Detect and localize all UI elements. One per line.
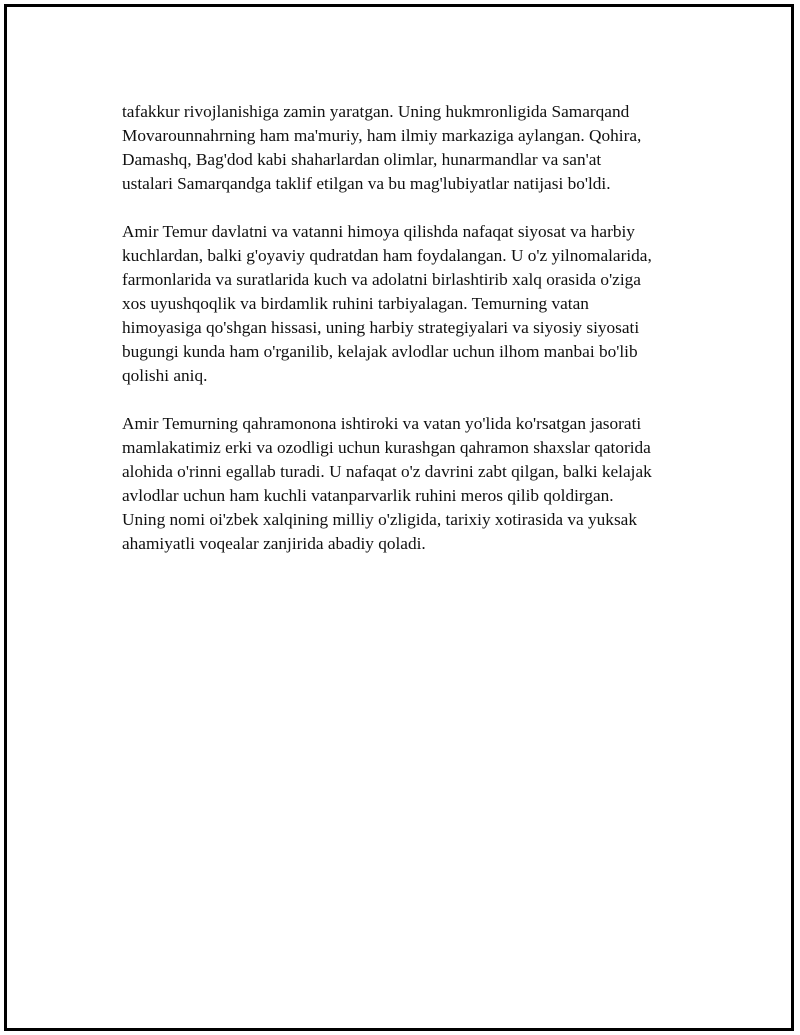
text-line: ahamiyatli voqealar zanjirida abadiy qoladi. xyxy=(122,534,426,553)
paragraph-3 xyxy=(122,412,712,556)
text-line: mamlakatimiz erki va ozodligi uchun kurashgan qahramon shaxslar qatorida xyxy=(122,438,651,457)
text-line: ustalari Samarqandga taklif etilgan va bu mag'lubiyatlar natijasi bo'ldi. xyxy=(122,174,611,193)
text-line: alohida o'rinni egallab turadi. U nafaqat o'z davrini zabt qilgan, balki kelajak xyxy=(122,462,652,481)
text-line: Uning nomi oi'zbek xalqining milliy o'zligida, tarixiy xotirasida va yuksak xyxy=(122,510,637,529)
text-line: Amir Temurning qahramonona ishtiroki va vatan yo'lida ko'rsatgan jasorati xyxy=(122,414,642,433)
paragraph-1 xyxy=(122,100,712,196)
text-line: avlodlar uchun ham kuchli vatanparvarlik ruhini meros qilib qoldirgan. xyxy=(122,486,614,505)
text-line: Movarounnahrning ham ma'muriy, ham ilmiy markaziga aylangan. Qohira, xyxy=(122,126,642,145)
document-body xyxy=(122,100,712,580)
text-line: qolishi aniq. xyxy=(122,366,208,385)
page-frame xyxy=(4,4,794,1031)
text-line: kuchlardan, balki g'oyaviy qudratdan ham foydalangan. U o'z yilnomalarida, xyxy=(122,246,652,265)
text-line: xos uyushqoqlik va birdamlik ruhini tarbiyalagan. Temurning vatan xyxy=(122,294,589,313)
text-line: farmonlarida va suratlarida kuch va adolatni birlashtirib xalq orasida o'ziga xyxy=(122,270,641,289)
text-line: tafakkur rivojlanishiga zamin yaratgan. Uning hukmronligida Samarqand xyxy=(122,102,630,121)
text-line: bugungi kunda ham o'rganilib, kelajak avlodlar uchun ilhom manbai bo'lib xyxy=(122,342,638,361)
text-line: Damashq, Bag'dod kabi shaharlardan olimlar, hunarmandlar va san'at xyxy=(122,150,602,169)
text-line: Amir Temur davlatni va vatanni himoya qilishda nafaqat siyosat va harbiy xyxy=(122,222,635,241)
paragraph-2 xyxy=(122,220,712,388)
text-line: himoyasiga qo'shgan hissasi, uning harbiy strategiyalari va siyosiy siyosati xyxy=(122,318,640,337)
